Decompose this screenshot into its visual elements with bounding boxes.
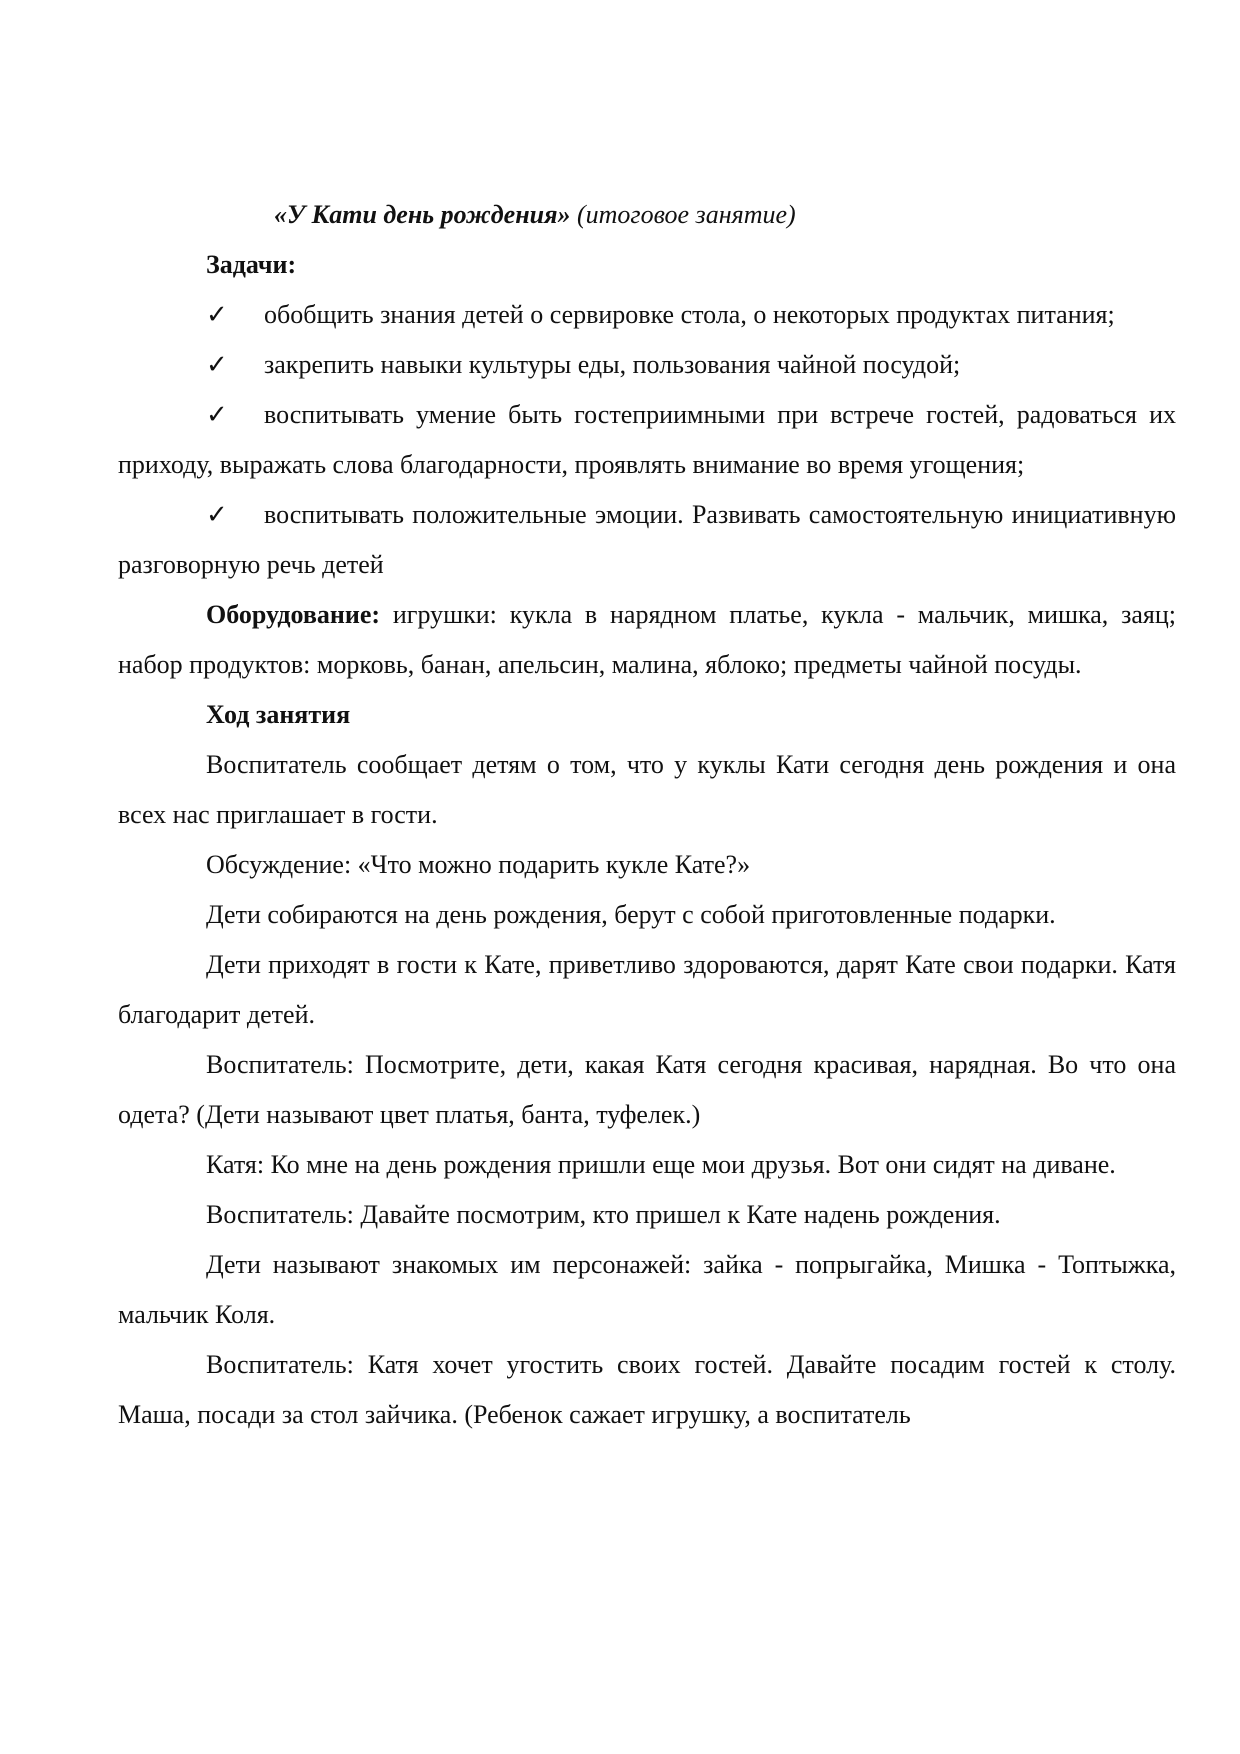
course-paragraph: Катя: Ко мне на день рождения пришли еще мои друзья. Вот они сидят на диване. [206,1150,1116,1179]
title-subtitle: (итоговое занятие) [570,200,796,229]
task-item [118,340,1176,390]
tasks-heading: Задачи: [206,250,297,279]
task-item-text: воспитывать положительные эмоции. Развивать самостоятельную инициативную разговорную речь детей [118,500,1176,579]
equipment-paragraph [118,590,1176,690]
task-item-text: закрепить навыки культуры еды, пользования чайной посудой; [264,350,961,379]
document-page [118,190,1176,1440]
course-heading: Ход занятия [206,700,351,729]
task-item [118,490,1176,590]
task-item [118,390,1176,490]
checkmark-icon: ✓ [206,500,228,529]
checkmark-icon: ✓ [206,400,228,429]
task-item-text: обобщить знания детей о сервировке стола, о некоторых продуктах питания; [264,300,1115,329]
equipment-label: Оборудование: [206,600,381,629]
checkmark-icon: ✓ [206,350,228,379]
course-paragraph: Воспитатель сообщает детям о том, что у куклы Кати сегодня день рождения и она всех нас приглашает в гости. [118,750,1176,829]
course-paragraph: Воспитатель: Посмотрите, дети, какая Катя сегодня красивая, нарядная. Во что она одета? (Дети называют цвет платья, банта, туфелек.) [118,1050,1176,1129]
course-paragraph: Дети приходят в гости к Кате, приветливо здороваются, дарят Кате свои подарки. Катя благодарит детей. [118,950,1176,1029]
course-paragraph: Дети называют знакомых им персонажей: зайка - попрыгайка, Мишка - Топтыжка, мальчик Коля. [118,1250,1176,1329]
checkmark-icon: ✓ [206,300,228,329]
document-title [118,190,1176,240]
task-item [118,290,1176,340]
course-paragraph: Воспитатель: Катя хочет угостить своих гостей. Давайте посадим гостей к столу. Маша, посади за стол зайчика. (Ребенок сажает игрушку, а воспитатель [118,1350,1176,1429]
course-paragraph: Обсуждение: «Что можно подарить кукле Кате?» [206,850,751,879]
course-paragraph: Воспитатель: Давайте посмотрим, кто пришел к Кате надень рождения. [206,1200,1001,1229]
equipment-text: игрушки: кукла в нарядном платье, кукла - мальчик, мишка, заяц; набор продуктов: морковь, банан, апельсин, малина, яблоко; предметы чайной посуды. [118,600,1176,679]
title-main: «У Кати день рождения» [274,200,571,229]
course-paragraph: Дети собираются на день рождения, берут с собой приготовленные подарки. [206,900,1056,929]
task-item-text: воспитывать умение быть гостеприимными при встрече гостей, радоваться их приходу, выражать слова благодарности, проявлять внимание во время угощения; [118,400,1176,479]
